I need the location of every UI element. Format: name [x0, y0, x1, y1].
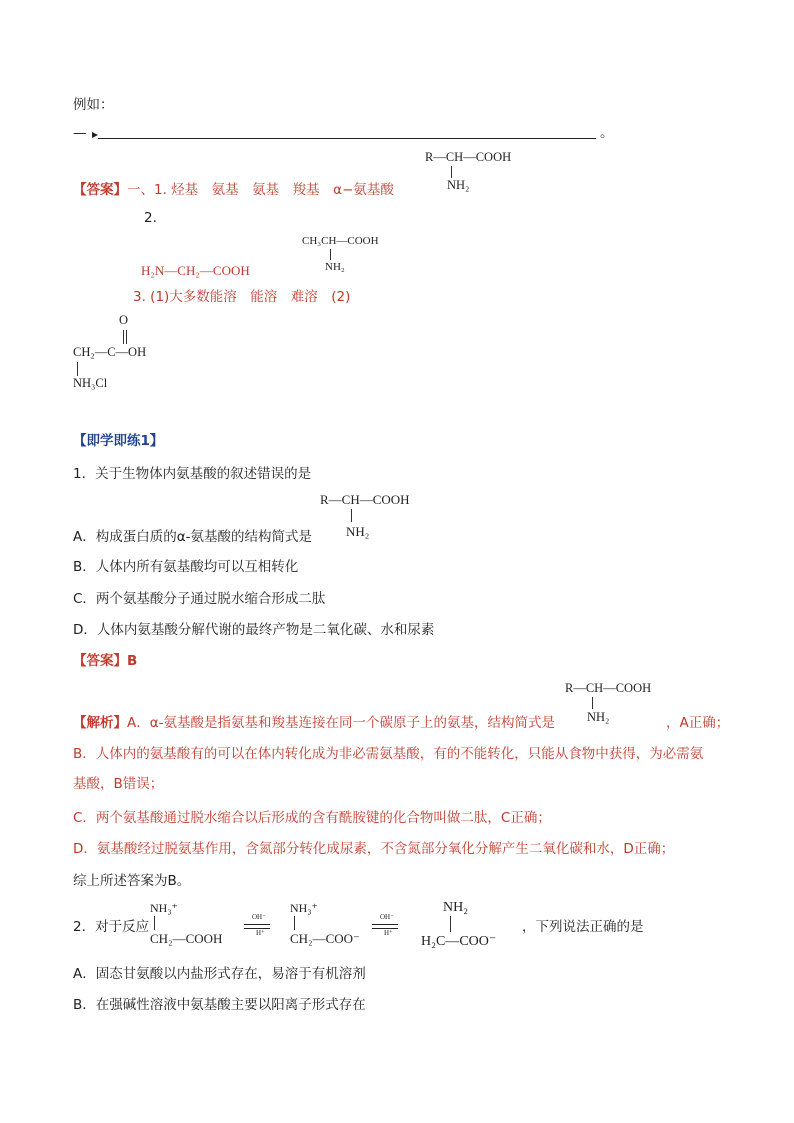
q2-s1-main: CH₂—COOH: [150, 931, 223, 946]
alanine-bond: [330, 249, 331, 260]
q1-structure-bond: [351, 509, 352, 522]
analysis-b-line-2: 基酸，B错误；: [73, 776, 164, 792]
answer-item-3: 3. (1)大多数能溶 能溶 难溶 (2): [133, 289, 351, 305]
analysis-c: C．两个氨基酸通过脱水缩合以后形成的含有酰胺键的化合物叫做二肽，C正确；: [73, 810, 551, 826]
alanine-structure-sub: NH₂: [325, 261, 345, 273]
q2-arrow1-bottom: H⁺: [256, 929, 265, 937]
q1-answer: 【答案】B: [73, 653, 138, 669]
q2-option-a: A．固态甘氨酸以内盐形式存在，易溶于有机溶剂: [73, 966, 366, 982]
q1-option-d: D．人体内氨基酸分解代谢的最终产物是二氧化碳、水和尿素: [73, 622, 435, 638]
question-2-prefix: 2．对于反应: [73, 919, 150, 935]
fill-suffix: 。: [600, 125, 614, 141]
gly-hcl-double-bond-2: [126, 330, 127, 344]
q2-s1-top: NH₃⁺: [150, 901, 178, 915]
gly-hcl-oxygen: O: [119, 313, 129, 327]
alanine-structure-main: CH₃CH—COOH: [302, 235, 379, 247]
q1-option-b: B．人体内所有氨基酸均可以互相转化: [73, 559, 299, 575]
general-aa-bond: [451, 166, 452, 178]
q2-arrow2-top: OH⁻: [380, 913, 394, 921]
q1-option-a: A．构成蛋白质的α-氨基酸的结构简式是: [73, 529, 313, 545]
question-2-suffix: ，下列说法正确的是: [522, 919, 644, 935]
fill-blank-line: [98, 138, 596, 139]
fill-prefix: —: [73, 125, 87, 141]
q1-structure-sub: NH₂: [346, 524, 370, 539]
gly-hcl-double-bond-1: [123, 330, 124, 344]
analysis-structure-sub: NH₂: [587, 710, 610, 724]
analysis-summary: 综上所述答案为B。: [73, 873, 191, 889]
q2-s1-bond: [154, 916, 155, 930]
gly-hcl-bond: [77, 362, 78, 376]
analysis-structure-bond: [592, 697, 593, 709]
q2-s2-main: CH₂—COO⁻: [290, 931, 360, 946]
q2-arrow2-bottom: H⁺: [384, 929, 393, 937]
general-aa-structure-sub: NH₂: [447, 178, 470, 192]
q2-arrow1-forward: [244, 924, 270, 925]
q2-arrow1-top: OH⁻: [252, 913, 266, 921]
q2-s3-bond: [450, 916, 451, 932]
q1-structure-main: R—CH—COOH: [320, 492, 410, 507]
q2-s3-top: NH₂: [443, 900, 469, 915]
analysis-a-end: ，A正确；: [666, 715, 730, 731]
gly-hcl-sub: NH₃Cl: [73, 376, 108, 390]
answer-text-1: 一、1. 烃基 氨基 氨基 羧基 α−氨基酸: [127, 182, 394, 198]
analysis-a: [73, 714, 555, 732]
answer-line-1: [73, 181, 394, 199]
q2-arrow2-forward: [372, 924, 398, 925]
question-1: 1．关于生物体内氨基酸的叙述错误的是: [73, 466, 312, 482]
analysis-d: D．氨基酸经过脱氨基作用，含氮部分转化成尿素，不含氮部分氧化分解产生二氧化碳和水，D正确；: [73, 841, 675, 857]
glycine-formula: H₂N—CH₂—COOH: [141, 263, 250, 278]
q2-s2-top: NH₃⁺: [290, 901, 318, 915]
practice-header: 【即学即练1】: [73, 433, 164, 449]
analysis-tag: 【解析】: [73, 715, 127, 731]
q2-option-b: B．在强碱性溶液中氨基酸主要以阳离子形式存在: [73, 997, 366, 1013]
analysis-b-line-1: B．人体内的氨基酸有的可以在体内转化成为非必需氨基酸，有的不能转化，只能从食物中获得，为必需氨: [73, 746, 704, 762]
answer-item-2-num: 2.: [144, 210, 157, 226]
analysis-a-text: A．α-氨基酸是指氨基和羧基连接在同一个碳原子上的氨基，结构简式是: [127, 715, 556, 731]
q2-s2-bond: [294, 916, 295, 930]
analysis-structure-main: R—CH—COOH: [565, 681, 652, 695]
gly-hcl-main: CH₂—C—OH: [73, 345, 147, 359]
fill-arrow: [73, 124, 87, 142]
answer-tag: 【答案】: [73, 182, 127, 198]
example-label: 例如：: [73, 97, 114, 113]
q1-option-c: C．两个氨基酸分子通过脱水缩合形成二肽: [73, 591, 326, 607]
q2-s3-main: H₂C—COO⁻: [421, 934, 497, 949]
general-aa-structure-main: R—CH—COOH: [425, 150, 512, 164]
